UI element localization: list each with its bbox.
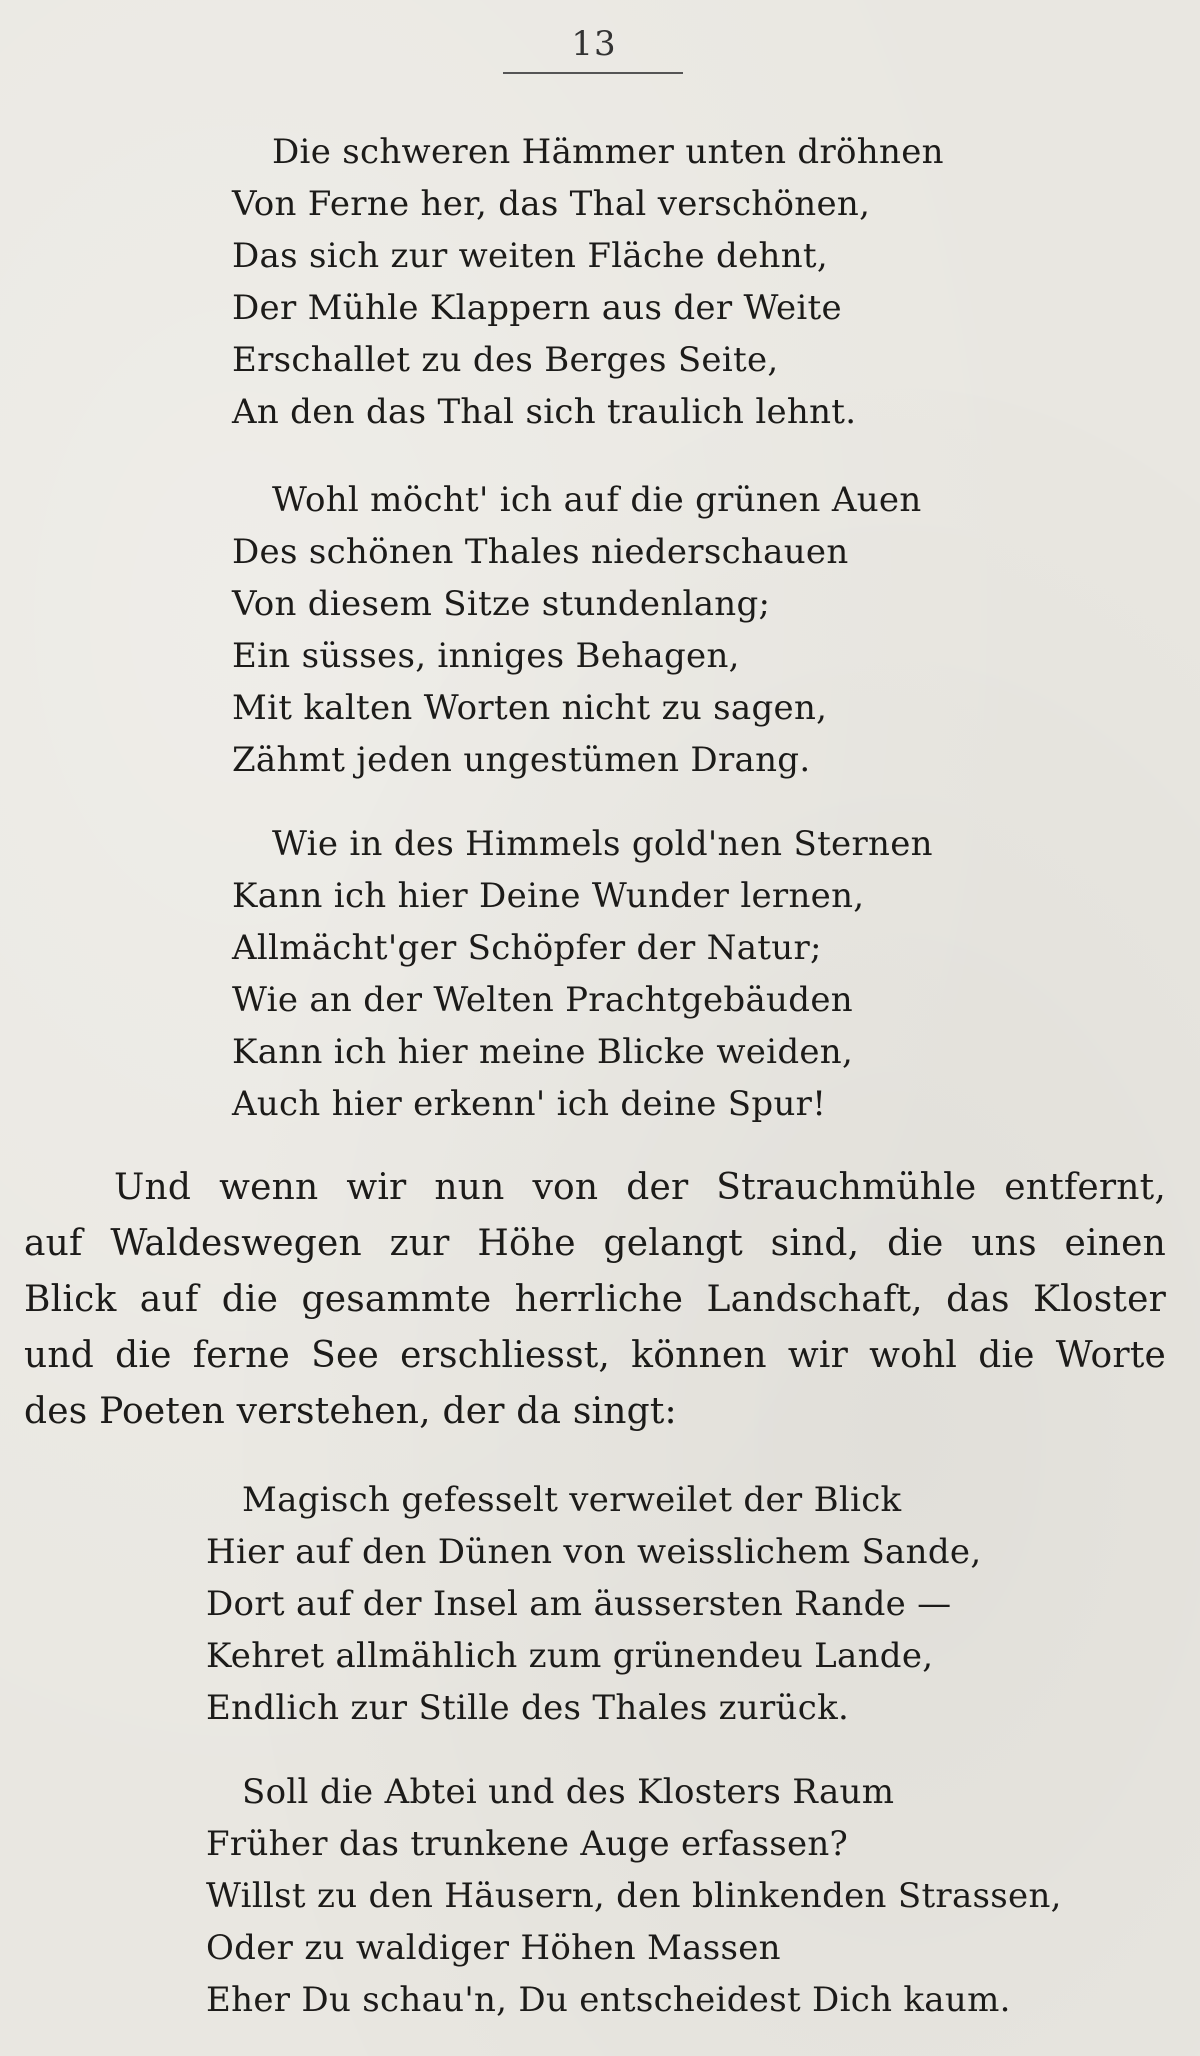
poem-line: Kann ich hier meine Blicke weiden, (232, 1032, 854, 1072)
poem-line: Soll die Abtei und des Klosters Raum (242, 1772, 895, 1812)
prose-line: und die ferne See erschliesst, können wir wohl die Worte (24, 1335, 1166, 1376)
poem-line: An den das Thal sich traulich lehnt. (232, 392, 857, 432)
poem-line: Das sich zur weiten Fläche dehnt, (232, 236, 828, 276)
poem-line: Kehret allmählich zum grünendeu Lande, (206, 1636, 934, 1676)
poem-line: Die schweren Hämmer unten dröhnen (272, 132, 944, 172)
poem-line: Wie in des Himmels gold'nen Sternen (272, 824, 933, 864)
poem-line: Der Mühle Klappern aus der Weite (232, 288, 842, 328)
prose-line: Blick auf die gesammte herrliche Landschaft, das Kloster (24, 1279, 1166, 1320)
poem-line: Endlich zur Stille des Thales zurück. (206, 1688, 850, 1728)
header-rule (503, 72, 683, 74)
prose-paragraph (24, 1160, 1166, 1440)
poem-line: Mit kalten Worten nicht zu sagen, (232, 688, 828, 728)
poem-line: Früher das trunkene Auge erfassen? (206, 1824, 849, 1864)
poem-stanza-5 (206, 1766, 1062, 2026)
prose-line: des Poeten verstehen, der da singt: (24, 1391, 677, 1432)
poem-line: Von Ferne her, das Thal verschönen, (232, 184, 871, 224)
prose-line: Und wenn wir nun von der Strauchmühle entfernt, (114, 1167, 1166, 1208)
poem-line: Willst zu den Häusern, den blinkenden Strassen, (206, 1876, 1062, 1916)
poem-line: Auch hier erkenn' ich deine Spur! (232, 1084, 827, 1124)
poem-line: Zähmt jeden ungestümen Drang. (232, 740, 811, 780)
poem-line: Allmächt'ger Schöpfer der Natur; (232, 928, 822, 968)
poem-line: Ein süsses, inniges Behagen, (232, 636, 740, 676)
prose-line: auf Waldeswegen zur Höhe gelangt sind, die uns einen (24, 1223, 1166, 1264)
poem-stanza-1 (232, 126, 944, 438)
poem-line: Magisch gefesselt verweilet der Blick (242, 1480, 902, 1520)
poem-line: Kann ich hier Deine Wunder lernen, (232, 876, 865, 916)
poem-line: Eher Du schau'n, Du entscheidest Dich kaum. (206, 1980, 1011, 2020)
poem-stanza-2 (232, 474, 922, 786)
poem-line: Dort auf der Insel am äussersten Rande — (206, 1584, 952, 1624)
poem-stanza-4 (206, 1474, 981, 1734)
poem-line: Wie an der Welten Prachtgebäuden (232, 980, 853, 1020)
poem-line: Hier auf den Dünen von weisslichem Sande, (206, 1532, 982, 1572)
poem-stanza-3 (232, 818, 933, 1130)
poem-line: Oder zu waldiger Höhen Massen (206, 1928, 781, 1968)
poem-line: Des schönen Thales niederschauen (232, 532, 849, 572)
poem-line: Von diesem Sitze stundenlang; (232, 584, 771, 624)
poem-line: Wohl möcht' ich auf die grünen Auen (272, 480, 922, 520)
poem-line: Erschallet zu des Berges Seite, (232, 340, 779, 380)
page-number: 13 (571, 24, 617, 64)
